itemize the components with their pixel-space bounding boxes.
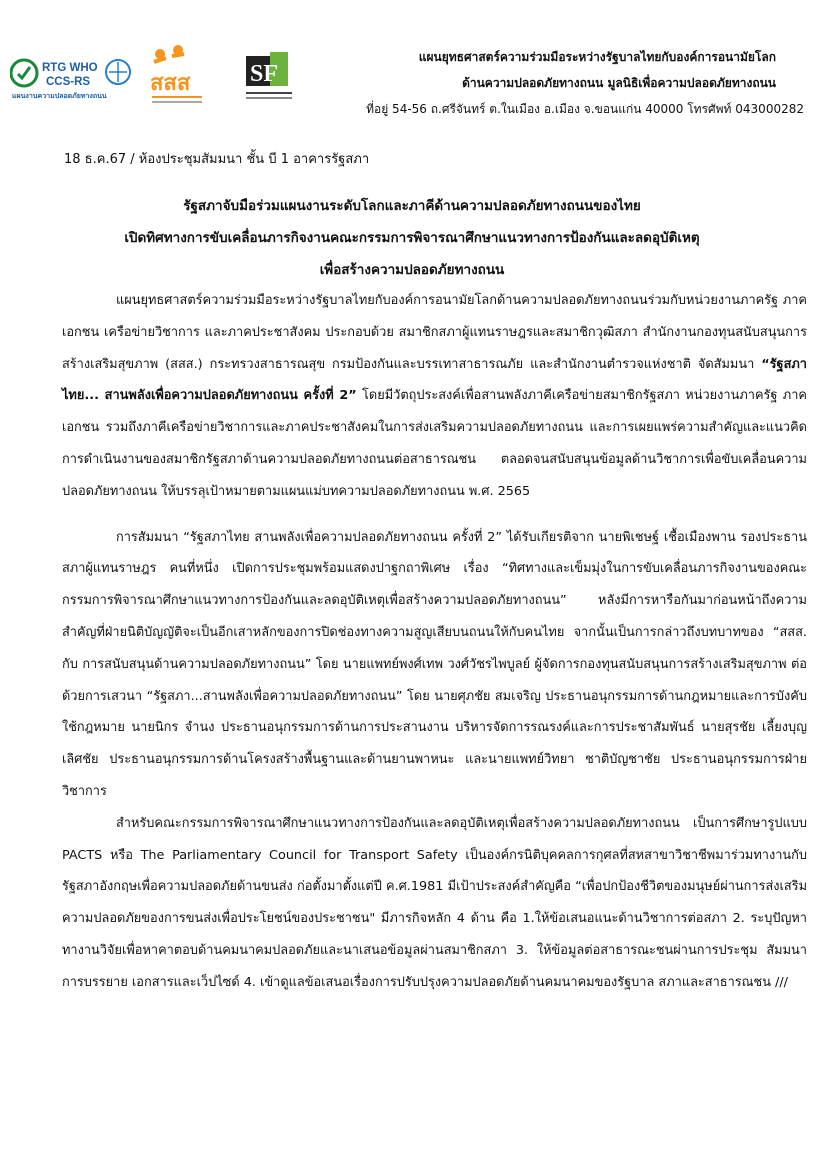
organization-info [366,44,804,122]
article-body [62,285,807,999]
rtg-who-text: RTG WHO [42,62,98,74]
event-name: “รัฐสภาไทย... สานพลังเพื่อความปลอดภัยทางถนน ครั้งที่ 2” [62,356,807,404]
thaihealth-logo [148,44,208,106]
headline [0,190,824,286]
date-location: 18 ธ.ค.67 / ห้องประชุมสัมมนา ชั้น บี 1 อาคารรัฐสภา [64,152,370,167]
headline-line2: เปิดทิศทางการขับเคลื่อนภารกิจงานคณะกรรมการพิจารณาศึกษาแนวทางการป้องกันและลดอุบัติเหตุ [124,230,700,246]
headline-line3: เพื่อสร้างความปลอดภัยทางถนน [319,262,505,278]
sss-text: สสส [150,71,191,96]
paragraph-1 [62,285,807,508]
letterhead [0,40,824,120]
headline-line1: รัฐสภาจับมือร่วมแผนงานระดับโลกและภาคีด้านความปลอดภัยทางถนนของไทย [183,198,641,214]
org-address: ที่อยู่ 54-56 ถ.ศรีจันทร์ ต.ในเมือง อ.เมือง จ.ขอนแก่น 40000 โทรศัพท์ 043000282 [366,102,804,116]
paragraph-3: สำหรับคณะกรรมการพิจารณาศึกษาแนวทางการป้องกันและลดอุบัติเหตุเพื่อสร้างความปลอดภัยทางถนน เป็นการศึกษารูปแบบ PACTS หรือ The Parliamentary Council for Transport Safety เป็นองค์กรนิติบุคคลการกุศลที่สหสาขาวิชาชีพมาร่วมทางานกับรัฐสภาอังกฤษเพื่อความปลอดภัยด้านขนส่ง ก่อตั้งมาตั้งแต่ปี ค.ศ.1981 มีเป้าประสงค์สำคัญคือ “เพื่อปกป้องชีวิตของมนุษย์ผ่านการส่งเสริมความปลอดภัยของการขนส่งเพื่อประโยชน์ของประชาชน" มีภารกิจหลัก 4 ด้าน คือ 1.ให้ข้อเสนอแนะด้านวิชาการต่อสภา 2. ระบุปัญหา ทางานวิจัยเพื่อหาคาตอบด้านคมนาคมปลอดภัยและนาเสนอข้อมูลผ่านสมาชิกสภา 3. ให้ข้อมูลต่อสาธารณะชนผ่านการประชุม สัมมนา การบรรยาย เอกสารและเว็ปไซด์ 4. เข้าดูแลข้อเสนอเรื่องการปรับปรุงความปลอดภัยด้านคมนาคมของรัฐบาล สภาและสาธารณชน /// [62,815,807,990]
sf-text: SF [250,61,279,87]
safety-foundation-logo [242,48,300,106]
paragraph-1-text-b: โดยมีวัตถุประสงค์เพื่อสานพลังภาคีเครือข่ายสมาชิกรัฐสภา หน่วยงานภาครัฐ ภาคเอกชน รวมถึงภาคีเครือข่ายวิชาการและภาคประชาสังคมในการส่งเสริมความปลอดภัยทางถนน และการเผยแพร่ความสำคัญและแนวคิดการดำเนินงานของสมาชิกรัฐสภาด้านความปลอดภัยทางถนนต่อสาธารณชน ตลอดจนสนับสนุนข้อมูลด้านวิชาการเพื่อขับเคลื่อนความปลอดภัยทางถนน ให้บรรลุเป้าหมายตามแผนแม่บทความปลอดภัยทางถนน พ.ศ. 2565 [62,388,807,499]
org-name-line2: ด้านความปลอดภัยทางถนน มูลนิธิเพื่อความปลอดภัยทางถนน [462,76,776,90]
rtg-caption: แผนงานความปลอดภัยทางถนน [12,92,107,100]
rtg-who-logo [10,54,132,100]
ccs-rs-text: CCS-RS [46,76,91,88]
paragraph-2: การสัมมนา “รัฐสภาไทย สานพลังเพื่อความปลอดภัยทางถนน ครั้งที่ 2” ได้รับเกียรติจาก นายพิเชษฐ์ เชื้อเมืองพาน รองประธานสภาผู้แทนราษฎร คนที่หนึ่ง เปิดการประชุมพร้อมแสดงปาฐกถาพิเศษ เรื่อง “ทิศทางและเข็มมุ่งในการขับเคลื่อนภารกิจงานของคณะกรรมการพิจารณาศึกษาแนวทางการป้องกันและลดอุบัติเหตุเพื่อสร้างความปลอดภัยทางถนน” หลังมีการหารือกันมาก่อนหน้าถึงความสำคัญที่ฝ่ายนิติบัญญัติจะเป็นอีกเสาหลักของการปิดช่องทางความสูญเสียบนถนนให้กับคนไทย จากนั้นเป็นการกล่าวถึงบทบาทของ “สสส. กับ การสนับสนุนด้านความปลอดภัยทางถนน” โดย นายแพทย์พงศ์เทพ วงศ์วัชรไพบูลย์ ผู้จัดการกองทุนสนับสนุนการสร้างเสริมสุขภาพ ต่อด้วยการเสวนา “รัฐสภา...สานพลังเพื่อความปลอดภัยทางถนน” โดย นายศุภชัย สมเจริญ ประธานอนุกรรมการด้านกฎหมายและการบังคับใช้กฎหมาย นายนิกร จำนง ประธานอนุกรรมการด้านการประสานงาน บริหารจัดการรณรงค์และการประชาสัมพันธ์ นายสุรชัย เลี้ยงบุญเลิศชัย ประธานอนุกรรมการด้านโครงสร้างพื้นฐานและด้านยานพาหนะ และนายแพทย์วิทยา ชาติบัญชาชัย ประธานอนุกรรมการฝ่ายวิชาการ [62,529,807,799]
org-name-line1: แผนยุทธศาสตร์ความร่วมมือระหว่างรัฐบาลไทยกับองค์การอนามัยโลก [418,50,776,64]
paragraph-1-text-a: แผนยุทธศาสตร์ความร่วมมือระหว่างรัฐบาลไทยกับองค์การอนามัยโลกด้านความปลอดภัยทางถนนร่วมกับหน่วยงานภาครัฐ ภาคเอกชน เครือข่ายวิชาการ และภาคประชาสังคม ประกอบด้วย สมาชิกสภาผู้แทนราษฎรและสมาชิกวุฒิสภา สำนักงานกองทุนสนับสนุนการสร้างเสริมสุขภาพ (สสส.) กระทรวงสาธารณสุข กรมป้องกันและบรรเทาสาธารณภัย และสำนักงานตำรวจแห่งชาติ จัดสัมมนา [62,293,807,372]
